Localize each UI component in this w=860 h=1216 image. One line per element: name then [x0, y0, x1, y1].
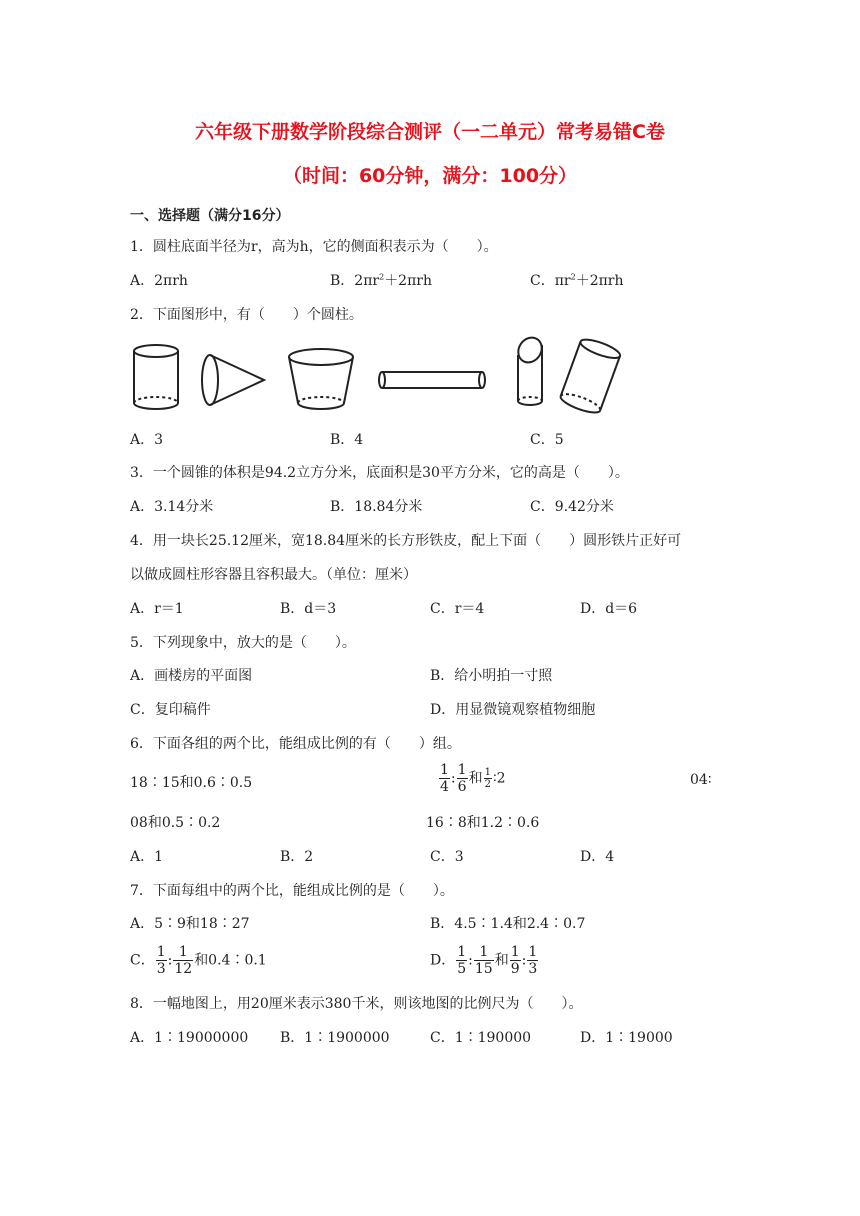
q7-option-a: A．5∶9和18∶27 — [130, 916, 250, 932]
q7-option-d: D． $\frac{1}{5}$ : $\frac{1}{15}$ 和 $\frac{1}{9}$ : $\frac{1}{3}$ — [430, 944, 538, 977]
question-1: 1．圆柱底面半径为r，高为h，它的侧面积表示为（ ）。 — [130, 239, 498, 255]
question-5: 5．下列现象中，放大的是（ ）。 — [130, 635, 356, 651]
q5-option-d: D．用显微镜观察植物细胞 — [430, 702, 596, 718]
cylinder-shape-1 — [134, 345, 178, 409]
q6-group-2: $\frac{1}{4}$ : $\frac{1}{6}$ 和 $\frac{1}{2}$ ∶2 — [440, 762, 506, 795]
q1-option-a: A．2πrh — [130, 273, 188, 289]
q5-option-b: B．给小明拍一寸照 — [430, 668, 553, 684]
question-7: 7．下面每组中的两个比，能组成比例的是（ ）。 — [130, 883, 454, 899]
page-title: 六年级下册数学阶段综合测评（一二单元）常考易错C卷 — [195, 121, 665, 143]
q6-group-1: 18∶15和0.6∶0.5 — [130, 775, 253, 791]
q6-option-c: C．3 — [430, 849, 464, 865]
q1-option-c: C．$\pi r^2+2\pi rh$ — [530, 272, 624, 289]
q6-option-d: D．4 — [580, 849, 615, 865]
q3-option-b: B．18.84分米 — [330, 499, 423, 515]
q6-option-b: B．2 — [280, 849, 314, 865]
q8-option-d: D．1∶19000 — [580, 1030, 673, 1046]
question-4-line-1: 4．用一块长25.12厘米，宽18.84厘米的长方形铁皮，配上下面（ ）圆形铁片正好可 — [130, 533, 682, 549]
question-3: 3．一个圆锥的体积是94.2立方分米，底面积是30平方分米，它的高是（ ）。 — [130, 465, 629, 481]
q7-option-c: C． $\frac{1}{3}$ : $\frac{1}{12}$ 和0.4∶0.1 — [130, 944, 267, 977]
q6-group-3-end: 08和0.5∶0.2 — [130, 815, 221, 831]
q5-option-c: C．复印稿件 — [130, 702, 211, 718]
question-2: 2．下面图形中，有（ ）个圆柱。 — [130, 307, 363, 323]
q4-option-a: A．r＝1 — [130, 601, 184, 617]
q1-option-b: B．$2\pi r^2+2\pi rh$ — [330, 272, 433, 289]
q4-option-d: D．d＝6 — [580, 601, 638, 617]
q8-option-a: A．1∶19000000 — [130, 1030, 249, 1046]
cut-cylinder-shape — [514, 335, 547, 405]
q3-option-c: C．9.42分米 — [530, 499, 614, 515]
q8-option-b: B．1∶1900000 — [280, 1030, 390, 1046]
q2-option-a: A．3 — [130, 432, 164, 448]
page-subtitle: （时间：60分钟，满分：100分） — [282, 165, 578, 187]
section-heading: 一、选择题（满分16分） — [130, 208, 290, 224]
cone-shape — [202, 355, 264, 405]
q8-option-c: C．1∶190000 — [430, 1030, 532, 1046]
q3-option-a: A．3.14分米 — [130, 499, 214, 515]
q5-option-a: A．画楼房的平面图 — [130, 668, 253, 684]
question-4-line-2: 以做成圆柱形容器且容积最大。（单位：厘米） — [130, 567, 417, 583]
frustum-shape — [289, 349, 353, 409]
q2-option-c: C．5 — [530, 432, 564, 448]
question-8: 8．一幅地图上，用20厘米表示380千米，则该地图的比例尺为（ ）。 — [130, 996, 583, 1012]
shapes-figure — [128, 335, 628, 417]
q6-option-a: A．1 — [130, 849, 164, 865]
q4-option-c: C．r＝4 — [430, 601, 485, 617]
q2-option-b: B．4 — [330, 432, 364, 448]
q7-option-b: B．4.5∶1.4和2.4∶0.7 — [430, 916, 586, 932]
tilted-cylinder-shape — [559, 336, 622, 416]
q4-option-b: B．d＝3 — [280, 601, 337, 617]
q6-group-3-start: 04∶ — [690, 772, 712, 788]
question-6: 6．下面各组的两个比，能组成比例的有（ ）组。 — [130, 736, 461, 752]
rod-shape — [379, 372, 485, 388]
q6-group-4: 16∶8和1.2∶0.6 — [426, 815, 540, 831]
